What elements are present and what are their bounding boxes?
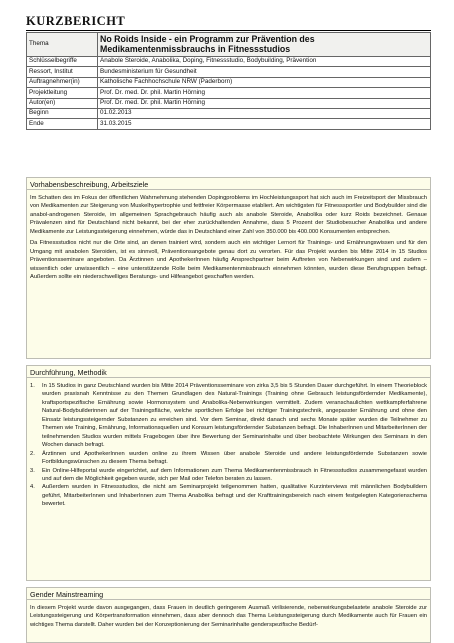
section-body [27, 190, 430, 282]
report-page [26, 14, 431, 628]
metadata-key: Ende [27, 119, 98, 129]
section-durchfuehrung [26, 365, 431, 581]
metadata-row [27, 67, 431, 77]
list-item-text: In 15 Studios in ganz Deutschland wurden bis Mitte 2014 Präventionsseminare von zirka 3,5 bis 5 Stunden Dauer durchgeführt. In einem Theorieblock wurden praxisnah Kenntnisse zu den Themen Grundlagen des Natural-Trainings (Training ohne Gebrauch leistungsfördernder Medikamente), kraftsportspezifische Ernährung sowie Hormonsystem und Anabolika-Nebenwirkungen vermittelt. Zudem veranschaulichten wettkampferfahrene Natural-Bodybuilderinnen auf der Trainingsfläche, welche sportlichen Erfolge bei richtiger Trainingstechnik, angepasster Ernährung und ohne den Einsatz leistungssteigernder Substanzen zu erreichen sind. Vor dem Seminar, direkt danach und sechs Monate später wurden die Teilnehmer zu Themen wie Training, Ernährung, Informationsquellen und Konsum leistungsfördernder Substanzen befragt. Die InhaberInnen und MitarbeiterInnen der teilnehmenden Studios wurden mittels Fragebogen über ihre Bewertung der Seminarinhalte und über beobachtete Wirkungen des Seminars in den Wochen danach befragt. [42, 383, 427, 449]
metadata-key: Thema [27, 33, 98, 57]
project-title: No Roids Inside - ein Programm zur Prävention des Medikamentenmissbrauchs in Fitnessstudios [98, 33, 431, 57]
metadata-row [27, 88, 431, 98]
section-heading: Durchführung, Methodik [27, 366, 430, 378]
metadata-value: Katholische Fachhochschule NRW (Paderborn) [98, 77, 431, 87]
metadata-value: Prof. Dr. med. Dr. phil. Martin Hörning [98, 98, 431, 108]
paragraph: Im Schatten des im Fokus der öffentlichen Wahrnehmung stehenden Dopingproblems im Hochleistungssport hat sich auch im Freizeitsport der Missbrauch von Medikamenten zur Steigerung von Muskelhypertrophie und fettfreier Körpermasse etabliert. Am wichtigsten für Fitnesssportler und Bodybuilder sind die anabol-androgenen Steroide, im allgemeinen Sprachgebrauch häufig auch als anabole Steroide, Anabolika oder kurz Roids bezeichnet. Genaue Prävalenzen sind für Deutschland nicht bekannt, bei der eher zurückhaltenden Annahme, dass 5 Prozent der Studiobesucher Anabolika und andere Medikamente zur Leistungssteigerung einnehmen, würde das in Deutschland einer Zahl von 350.000 bis 400.000 Konsumenten entsprechen. [30, 195, 427, 235]
list-number: 4. [30, 484, 35, 491]
metadata-row [27, 57, 431, 67]
list-number: 1. [30, 383, 35, 389]
section-body [27, 600, 430, 629]
section-vorhabensbeschreibung [26, 177, 431, 359]
metadata-row-theme [27, 33, 431, 57]
metadata-value: 31.03.2015 [98, 119, 431, 129]
metadata-row [27, 98, 431, 108]
metadata-key: Auftragnehmer(in) [27, 77, 98, 87]
list-number: 3. [30, 467, 35, 474]
metadata-table [26, 32, 431, 130]
section-heading: Gender Mainstreaming [27, 588, 430, 600]
metadata-row [27, 108, 431, 118]
list-item-text: Außerdem wurden in Fitnessstudios, die nicht am Seminarprojekt teilgenommen hatten, qualitative Kurzinterviews mit männlichen Bodybuildern geführt, MitarbeiterInnen und InhaberInnen zum Thema Anabolika befragt und der Krafttrainingsbereich nach einem festgelegten Kategorienschema bewertet. [42, 484, 427, 508]
metadata-row [27, 119, 431, 129]
list-item-text: Ein Online-Hilfeportal wurde eingerichtet, auf dem Informationen zum Thema Medikamentenmissbrauch in Fitnessstudios zusammengefasst wurden und auf dem die Möglichkeit gegeben wurde, sich per Mail oder Telefon beraten zu lassen. [42, 467, 427, 482]
list-item [30, 382, 427, 450]
metadata-value: Prof. Dr. med. Dr. phil. Martin Hörning [98, 88, 431, 98]
metadata-value: Bundesministerium für Gesundheit [98, 67, 431, 77]
method-list [30, 382, 427, 509]
metadata-value: Anabole Steroide, Anabolika, Doping, Fitnessstudio, Bodybuilding, Prävention [98, 57, 431, 67]
metadata-key: Projektleitung [27, 88, 98, 98]
paragraph: In diesem Projekt wurde davon ausgegangen, dass Frauen in deutlich geringerem Ausmaß virilisierende, nebenwirkungsbelastete anabole Steroide zur Leistungssteigerung und Körpertransformation einnehmen, dass aber dennoch das Thema Leistungssteigerung durch Medikamente auch für Frauen ein wichtiges Thema darstellt. Daher wurden bei der Konzeptionierung der Seminarinhalte genderspezifische Bedürf- [30, 605, 427, 628]
list-item [30, 483, 427, 508]
metadata-value: 01.02.2013 [98, 108, 431, 118]
metadata-key: Schlüsselbegriffe [27, 57, 98, 67]
list-item-text: Ärztinnen und ApothekerInnen wurden online zu ihrem Wissen über anabole Steroide und andere leistungsfördernde Substanzen sowie Fortbildungswünschen zu diesem Thema befragt. [42, 450, 427, 466]
section-body [27, 378, 430, 509]
metadata-row [27, 77, 431, 87]
metadata-key: Beginn [27, 108, 98, 118]
metadata-key: Ressort, Institut [27, 67, 98, 77]
list-item [30, 467, 427, 484]
list-number: 2. [30, 450, 35, 457]
section-gender-mainstreaming [26, 587, 431, 643]
list-item [30, 450, 427, 467]
section-heading: Vorhabensbeschreibung, Arbeitsziele [27, 178, 430, 190]
paragraph: Da Fitnessstudios nicht nur die Orte sind, an denen trainiert wird, sondern auch ein wichtiger Lernort für Trainings- und Ernährungswissen und für den Umgang mit anabolen Steroiden, ist es sinnvoll, Präventionsangebote genau dort zu verorten. Für das Projekt wurden bis Mitte 2014 in 15 Studios Präventionsseminare angeboten. Da Ärztinnen und ApothekerInnen häufig Ansprechpartner beim Auftreten von Nebenwirkungen sind und zudem – wissentlich oder unwissentlich – eine unterstützende Rolle beim Medikamentenmissbrauch einnehmen könnten, wurden diese Berufsgruppen befragt. Außerdem sollte ein niederschwelliges Beratungs- und Hilfeangebot geschaffen werden. [30, 240, 427, 281]
metadata-key: Autor(en) [27, 98, 98, 108]
report-title: KURZBERICHT [26, 14, 431, 31]
